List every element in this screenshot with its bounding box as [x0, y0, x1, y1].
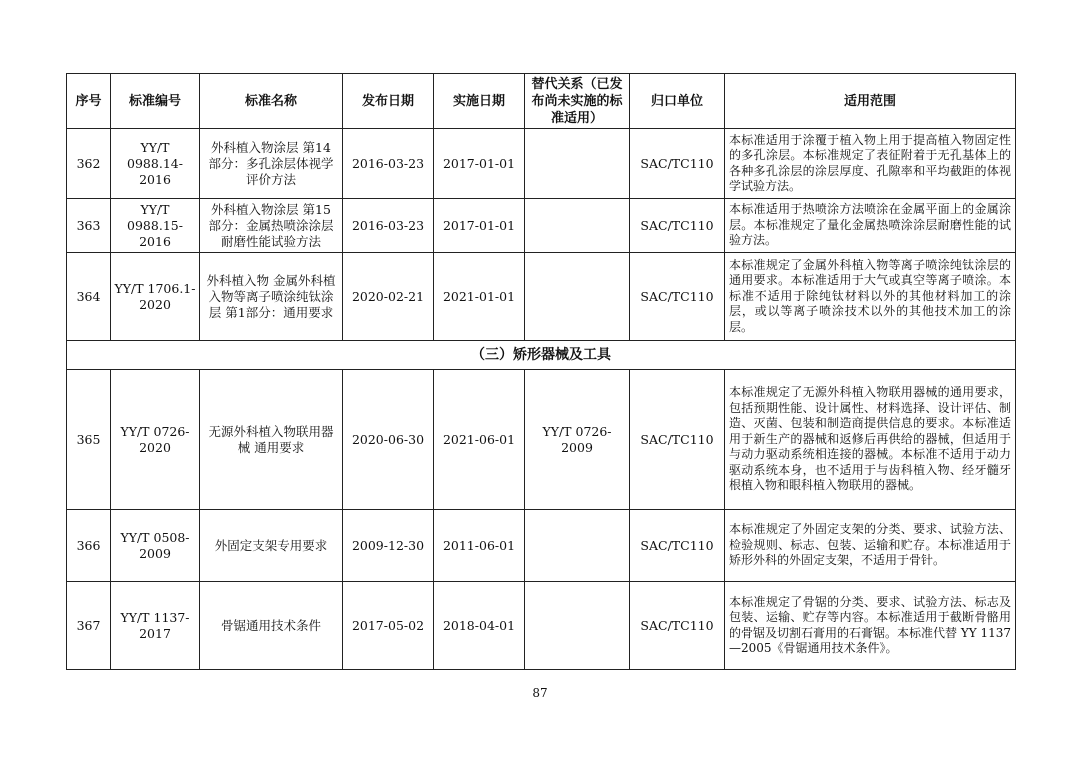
cell-unit: SAC/TC110 — [630, 370, 725, 510]
cell-code: YY/T 1706.1-2020 — [111, 253, 200, 341]
cell-replacement — [525, 199, 630, 253]
cell-replacement — [525, 129, 630, 199]
cell-publish-date: 2016-03-23 — [343, 199, 434, 253]
table-row — [67, 370, 1016, 510]
table-row — [67, 199, 1016, 253]
cell-replacement — [525, 253, 630, 341]
cell-name: 外固定支架专用要求 — [200, 510, 343, 582]
cell-scope: 本标准适用于涂覆于植入物上用于提高植入物固定性的多孔涂层。本标准规定了表征附着于无孔基体上的各种多孔涂层的涂层厚度、孔隙率和平均截距的体视学试验方法。 — [725, 129, 1016, 199]
cell-unit: SAC/TC110 — [630, 253, 725, 341]
cell-unit: SAC/TC110 — [630, 199, 725, 253]
cell-scope: 本标准规定了无源外科植入物联用器械的通用要求，包括预期性能、设计属性、材料选择、设计评估、制造、灭菌、包装和制造商提供信息的要求。本标准适用于新生产的器械和返修后再供给的器械，但适用于与动力驱动系统相连接的器械。本标准不适用于动力驱动系统本身，也不适用于与齿科植入物、经牙髓牙根植入物和眼科植入物联用的器械。 — [725, 370, 1016, 510]
cell-implement-date: 2021-01-01 — [434, 253, 525, 341]
cell-unit: SAC/TC110 — [630, 129, 725, 199]
header-row — [67, 74, 1016, 129]
cell-no: 364 — [67, 253, 111, 341]
cell-replacement — [525, 582, 630, 670]
header-code: 标准编号 — [111, 74, 200, 129]
cell-implement-date: 2017-01-01 — [434, 199, 525, 253]
section-row — [67, 341, 1016, 370]
standards-table — [66, 73, 1016, 670]
cell-name: 外科植入物 金属外科植入物等离子喷涂纯钛涂层 第1部分：通用要求 — [200, 253, 343, 341]
header-no: 序号 — [67, 74, 111, 129]
page-number: 87 — [532, 686, 548, 700]
cell-name: 外科植入物涂层 第14部分：多孔涂层体视学评价方法 — [200, 129, 343, 199]
cell-implement-date: 2018-04-01 — [434, 582, 525, 670]
cell-publish-date: 2020-06-30 — [343, 370, 434, 510]
cell-publish-date: 2017-05-02 — [343, 582, 434, 670]
cell-no: 362 — [67, 129, 111, 199]
table-row — [67, 253, 1016, 341]
section-title: （三）矫形器械及工具 — [67, 341, 1016, 370]
cell-scope: 本标准规定了金属外科植入物等离子喷涂纯钛涂层的通用要求。本标准适用于大气或真空等离子喷涂。本标准不适用于除纯钛材料以外的其他材料加工的涂层，或以等离子喷涂技术以外的其他技术加工的涂层。 — [725, 253, 1016, 341]
cell-implement-date: 2011-06-01 — [434, 510, 525, 582]
cell-implement-date: 2021-06-01 — [434, 370, 525, 510]
cell-name: 无源外科植入物联用器械 通用要求 — [200, 370, 343, 510]
cell-no: 366 — [67, 510, 111, 582]
cell-name: 外科植入物涂层 第15部分：金属热喷涂涂层耐磨性能试验方法 — [200, 199, 343, 253]
header-publish-date: 发布日期 — [343, 74, 434, 129]
cell-code: YY/T 0988.14-2016 — [111, 129, 200, 199]
cell-implement-date: 2017-01-01 — [434, 129, 525, 199]
cell-publish-date: 2016-03-23 — [343, 129, 434, 199]
cell-unit: SAC/TC110 — [630, 582, 725, 670]
table-row — [67, 129, 1016, 199]
header-implement-date: 实施日期 — [434, 74, 525, 129]
header-replacement: 替代关系（已发布尚未实施的标准适用） — [525, 74, 630, 129]
cell-publish-date: 2020-02-21 — [343, 253, 434, 341]
cell-code: YY/T 0726-2020 — [111, 370, 200, 510]
cell-code: YY/T 0508-2009 — [111, 510, 200, 582]
cell-no: 367 — [67, 582, 111, 670]
cell-no: 363 — [67, 199, 111, 253]
cell-replacement — [525, 510, 630, 582]
cell-name: 骨锯通用技术条件 — [200, 582, 343, 670]
cell-scope: 本标准规定了骨锯的分类、要求、试验方法、标志及包装、运输、贮存等内容。本标准适用于截断骨骼用的骨锯及切割石膏用的石膏锯。本标准代替 YY 1137—2005《骨锯通用技术条件》。 — [725, 582, 1016, 670]
cell-scope: 本标准规定了外固定支架的分类、要求、试验方法、检验规则、标志、包装、运输和贮存。本标准适用于矫形外科的外固定支架，不适用于骨针。 — [725, 510, 1016, 582]
table-row — [67, 582, 1016, 670]
cell-code: YY/T 0988.15-2016 — [111, 199, 200, 253]
cell-publish-date: 2009-12-30 — [343, 510, 434, 582]
cell-unit: SAC/TC110 — [630, 510, 725, 582]
header-scope: 适用范围 — [725, 74, 1016, 129]
cell-no: 365 — [67, 370, 111, 510]
header-unit: 归口单位 — [630, 74, 725, 129]
cell-replacement: YY/T 0726-2009 — [525, 370, 630, 510]
header-name: 标准名称 — [200, 74, 343, 129]
cell-scope: 本标准适用于热喷涂方法喷涂在金属平面上的金属涂层。本标准规定了量化金属热喷涂涂层耐磨性能的试验方法。 — [725, 199, 1016, 253]
cell-code: YY/T 1137-2017 — [111, 582, 200, 670]
table-row — [67, 510, 1016, 582]
